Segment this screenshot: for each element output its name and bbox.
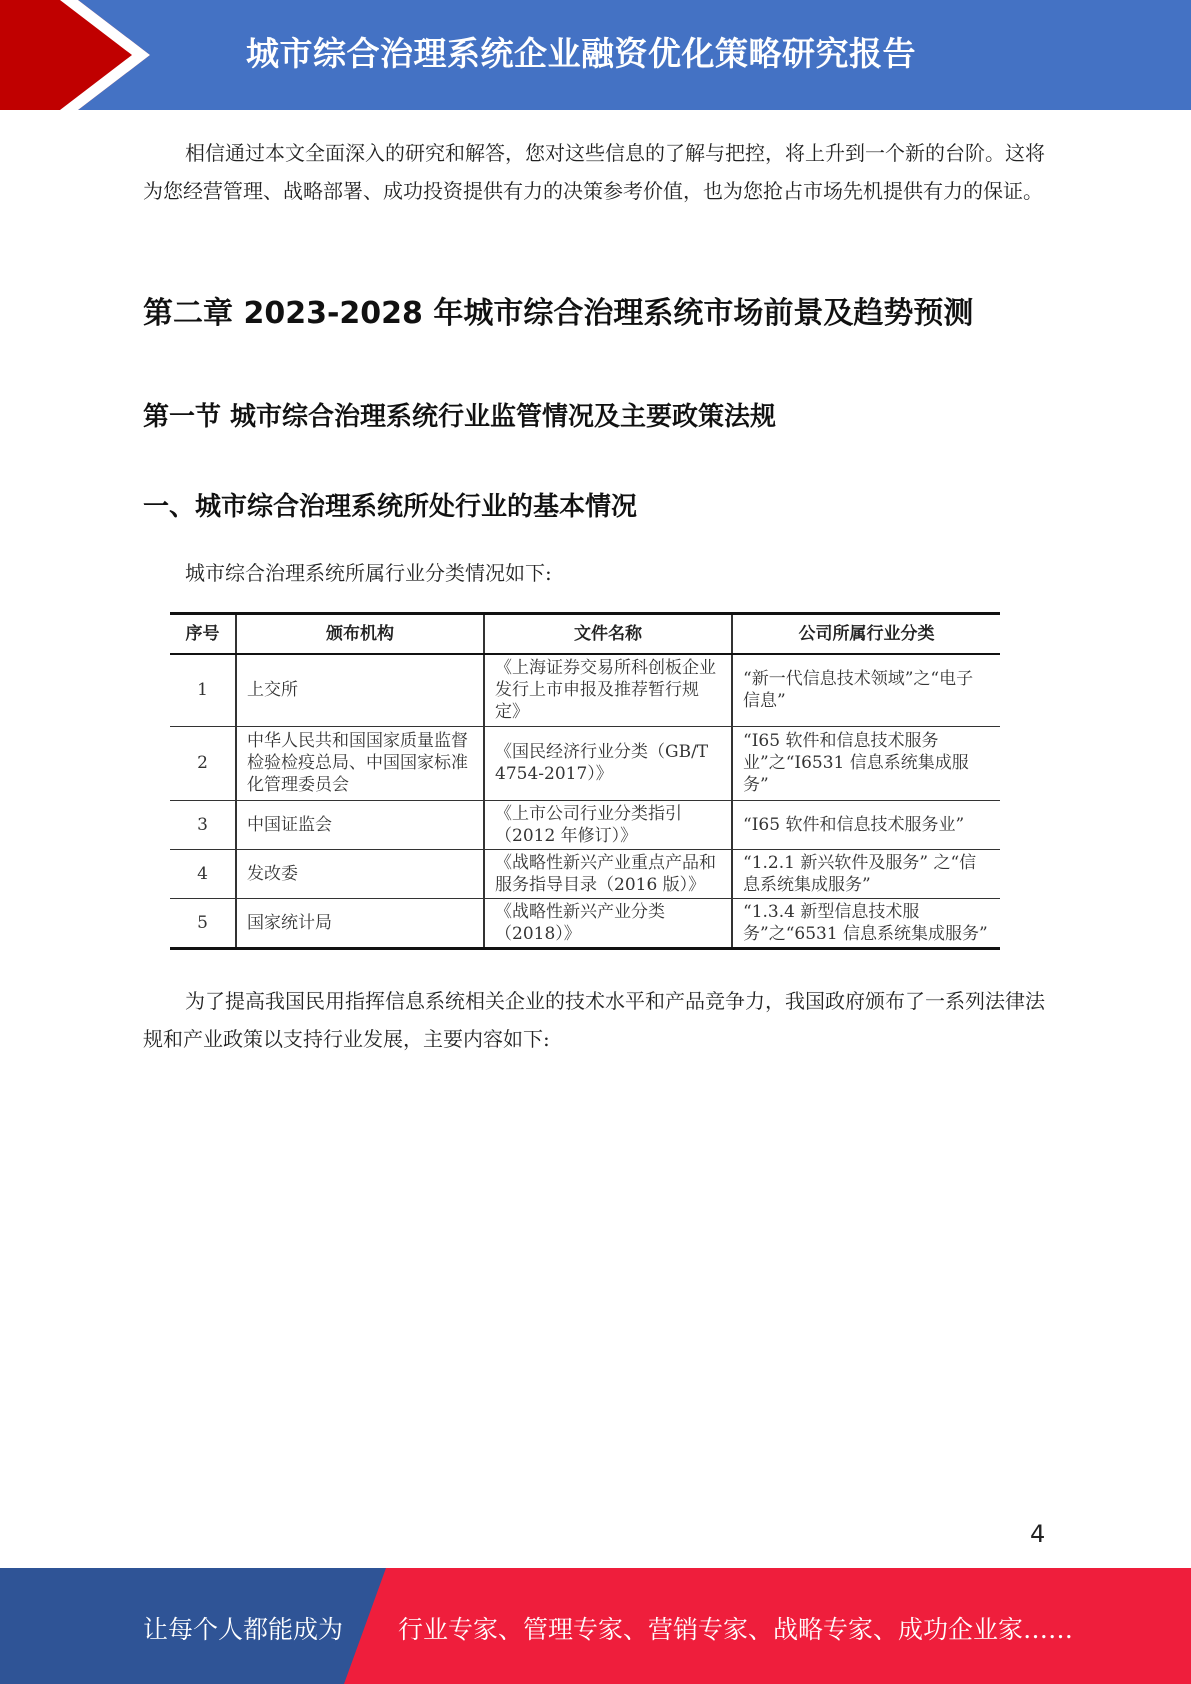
- table-cell: “I65 软件和信息技术服务业”之“I6531 信息系统集成服务”: [732, 726, 1000, 800]
- header-banner: [0, 0, 1191, 110]
- header-red-arrow: [0, 0, 150, 110]
- table-row: [170, 726, 1000, 800]
- table-cell: 2: [170, 726, 236, 800]
- table-row: [170, 654, 1000, 726]
- table-cell: “1.2.1 新兴软件及服务” 之“信息系统集成服务”: [732, 849, 1000, 898]
- table-cell: 中华人民共和国国家质量监督检验检疫总局、中国国家标准化管理委员会: [236, 726, 484, 800]
- chapter-title: 第二章 2023-2028 年城市综合治理系统市场前景及趋势预测: [143, 296, 974, 331]
- column-header: 公司所属行业分类: [732, 614, 1000, 655]
- section-title: 第一节 城市综合治理系统行业监管情况及主要政策法规: [143, 402, 777, 432]
- footer-slogan-right: 行业专家、管理专家、营销专家、战略专家、成功企业家……: [398, 1615, 1074, 1644]
- table-cell: “I65 软件和信息技术服务业”: [732, 800, 1000, 849]
- table-cell: 上交所: [236, 654, 484, 726]
- table-cell: 《战略性新兴产业重点产品和服务指导目录（2016 版）》: [484, 849, 732, 898]
- page-number: 4: [1030, 1520, 1046, 1548]
- table-intro: 城市综合治理系统所属行业分类情况如下:: [185, 561, 552, 585]
- table-cell: “1.3.4 新型信息技术服务”之“6531 信息系统集成服务”: [732, 898, 1000, 948]
- table-row: [170, 849, 1000, 898]
- table-cell: 《战略性新兴产业分类（2018）》: [484, 898, 732, 948]
- table-cell: 4: [170, 849, 236, 898]
- table-cell: 1: [170, 654, 236, 726]
- table-cell: 发改委: [236, 849, 484, 898]
- footer-slogan-left: 让每个人都能成为: [143, 1615, 344, 1644]
- table-cell: 中国证监会: [236, 800, 484, 849]
- column-header: 颁布机构: [236, 614, 484, 655]
- footer-banner: [0, 1568, 1191, 1684]
- intro-paragraph: 相信通过本文全面深入的研究和解答，您对这些信息的了解与把控，将上升到一个新的台阶。这将为您经营管理、战略部署、成功投资提供有力的决策参考价值，也为您抢占市场先机提供有力的保证。: [143, 141, 1045, 203]
- table-cell: 5: [170, 898, 236, 948]
- table-cell: 3: [170, 800, 236, 849]
- policy-paragraph: 为了提高我国民用指挥信息系统相关企业的技术水平和产品竞争力，我国政府颁布了一系列法律法规和产业政策以支持行业发展，主要内容如下:: [143, 989, 1045, 1051]
- table-header-row: [170, 614, 1000, 655]
- industry-classification-table: [170, 612, 1000, 950]
- table-cell: 《国民经济行业分类（GB/T 4754-2017）》: [484, 726, 732, 800]
- table-cell: “新一代信息技术领域”之“电子信息”: [732, 654, 1000, 726]
- subsection-title: 一、城市综合治理系统所处行业的基本情况: [143, 492, 638, 522]
- table-row: [170, 800, 1000, 849]
- table-cell: 国家统计局: [236, 898, 484, 948]
- table-cell: 《上市公司行业分类指引（2012 年修订）》: [484, 800, 732, 849]
- column-header: 序号: [170, 614, 236, 655]
- report-title: 城市综合治理系统企业融资优化策略研究报告: [246, 34, 916, 73]
- table-cell: 《上海证券交易所科创板企业发行上市申报及推荐暂行规定》: [484, 654, 732, 726]
- table-row: [170, 898, 1000, 948]
- column-header: 文件名称: [484, 614, 732, 655]
